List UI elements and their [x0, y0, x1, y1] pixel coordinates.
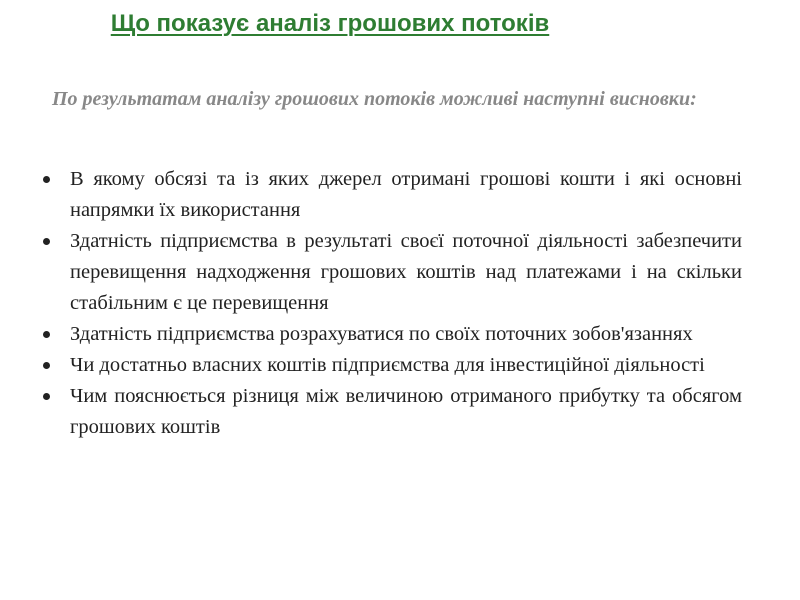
- bullet-list: [40, 164, 742, 443]
- bullet-text: В якому обсязі та із яких джерел отримані грошові кошти і які основні напрямки їх використання: [70, 168, 742, 221]
- bullet-dot-icon: [43, 393, 50, 400]
- bullet-item: [40, 164, 742, 226]
- bullet-item: [40, 226, 742, 319]
- bullet-text: Чи достатньо власних коштів підприємства для інвестиційної діяльності: [70, 354, 705, 376]
- bullet-dot-icon: [43, 176, 50, 183]
- slide-subtitle: По результатам аналізу грошових потоків можливі наступні висновки:: [52, 88, 697, 110]
- bullet-dot-icon: [43, 362, 50, 369]
- bullet-text: Чим пояснюється різниця між величиною отриманого прибутку та обсягом грошових коштів: [70, 385, 742, 438]
- bullet-dot-icon: [43, 331, 50, 338]
- bullet-item: [40, 381, 742, 443]
- bullet-text: Здатність підприємства в результаті своєї поточної діяльності забезпечити перевищення надходження грошових коштів над платежами і на скільки стабільним є це перевищення: [70, 230, 742, 314]
- bullet-item: [40, 319, 742, 350]
- slide-title: Що показує аналіз грошових потоків: [110, 10, 550, 37]
- bullet-item: [40, 350, 742, 381]
- bullet-text: Здатність підприємства розрахуватися по своїх поточних зобов'язаннях: [70, 323, 693, 345]
- bullet-dot-icon: [43, 238, 50, 245]
